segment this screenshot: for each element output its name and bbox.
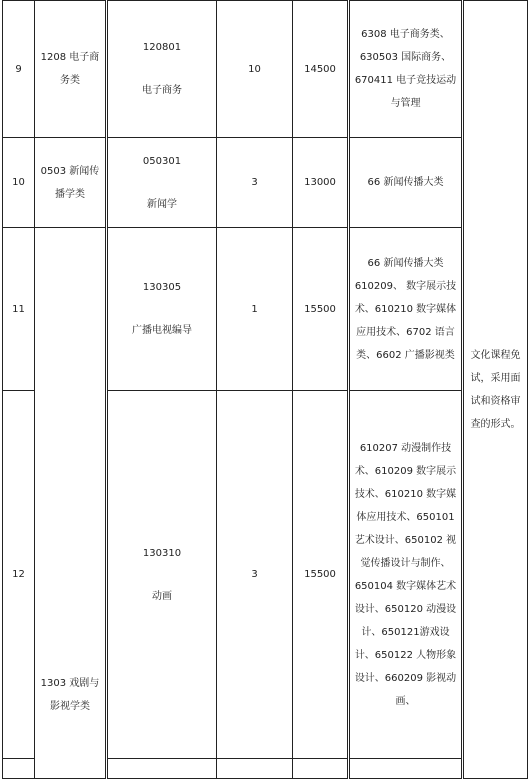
fee-cell-empty — [293, 759, 349, 779]
major-cell: 050301 新闻学 — [107, 138, 217, 228]
table-row — [3, 228, 528, 391]
fee-cell: 14500 — [293, 1, 349, 138]
note-cell: 文化课程免 试，采用面 试和资格审 查的形式。 — [463, 1, 528, 779]
category-cell: 0503 新闻传 播学类 — [35, 138, 107, 228]
related-majors-cell: 66 新闻传播大类 610209、 数字展示技 术、610210 数字媒体 应用技术、6702 语言 类、6602 广播影视类 — [349, 228, 463, 391]
row-number: 11 — [3, 228, 35, 391]
plan-cell: 3 — [217, 391, 293, 759]
related-majors-cell: 610207 动漫制作技 术、610209 数字展示 技术、610210 数字媒 体应用技术、650101 艺术设计、650102 视 觉传播设计与制作、 650104 数字媒体艺术 设计、650120 动漫设 计、650121游戏设 计、650122 人物形象 设计、660209 影视动 画、 — [349, 391, 463, 759]
row-number: 10 — [3, 138, 35, 228]
table-row — [3, 138, 528, 228]
related-majors-cell: 66 新闻传播大类 — [349, 138, 463, 228]
major-cell: 120801 电子商务 — [107, 1, 217, 138]
plan-cell: 1 — [217, 228, 293, 391]
admission-table — [2, 0, 528, 779]
plan-cell: 10 — [217, 1, 293, 138]
fee-cell: 15500 — [293, 228, 349, 391]
category-cell: 1208 电子商 务类 — [35, 1, 107, 138]
row-number: 9 — [3, 1, 35, 138]
major-cell: 130305 广播电视编导 — [107, 228, 217, 391]
fee-cell: 13000 — [293, 138, 349, 228]
plan-cell-empty — [217, 759, 293, 779]
category-cell-merged: 1303 戏剧与 影视学类 — [35, 228, 107, 779]
row-number: 12 — [3, 391, 35, 759]
plan-cell: 3 — [217, 138, 293, 228]
fee-cell: 15500 — [293, 391, 349, 759]
related-majors-cell-empty — [349, 759, 463, 779]
related-majors-cell: 6308 电子商务类、 630503 国际商务、 670411 电子竞技运动 与管理 — [349, 1, 463, 138]
major-cell-empty — [107, 759, 217, 779]
major-cell: 130310 动画 — [107, 391, 217, 759]
row-number-empty — [3, 759, 35, 779]
table-row — [3, 1, 528, 138]
